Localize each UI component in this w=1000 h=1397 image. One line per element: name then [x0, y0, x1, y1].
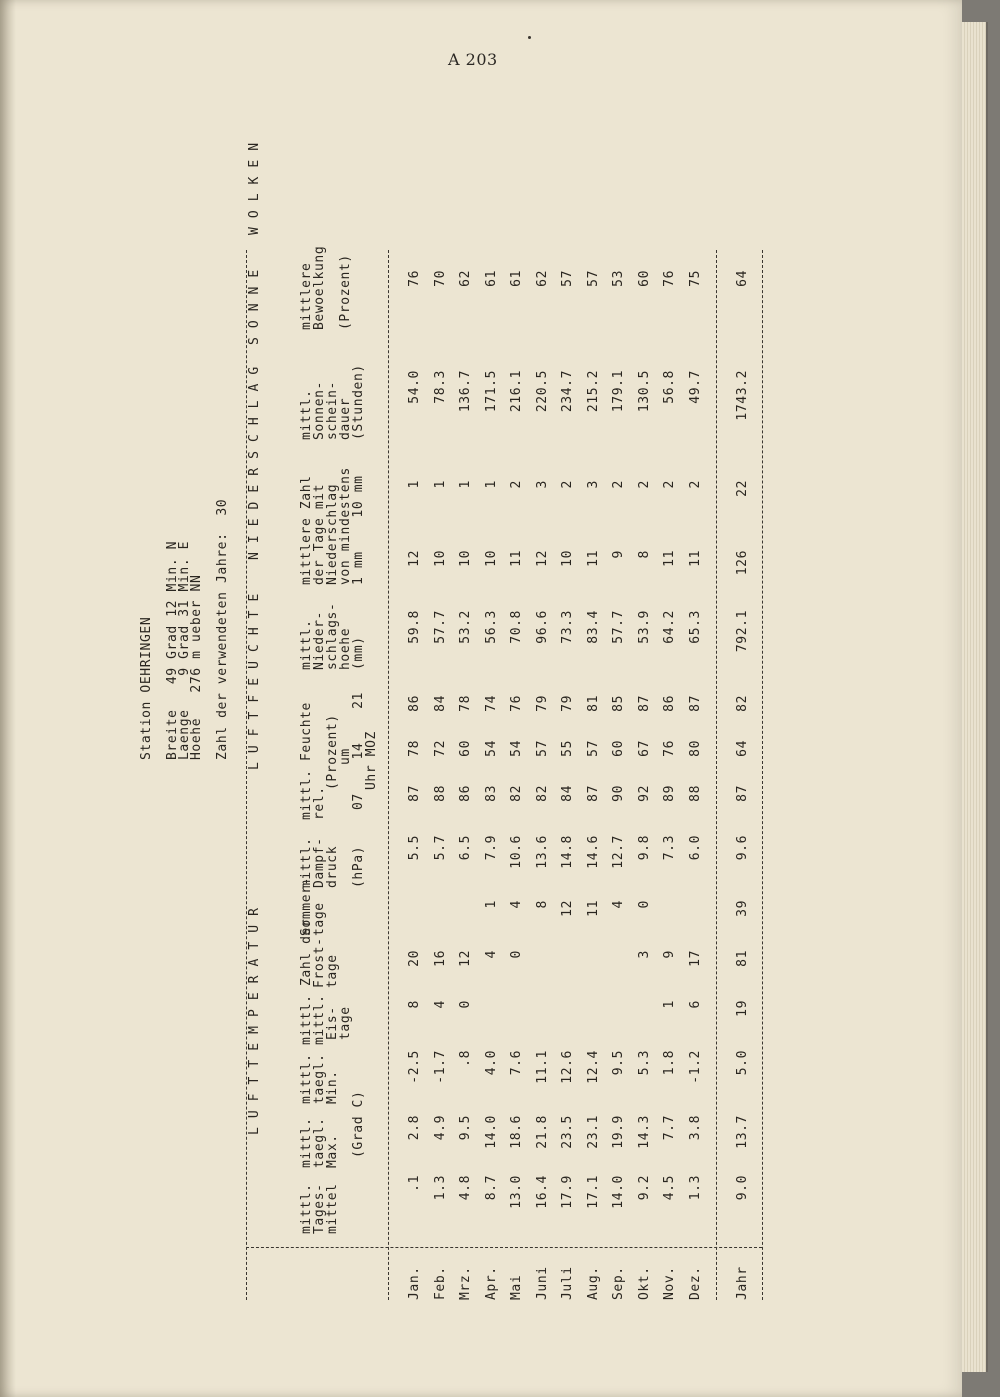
header-ice-pre: mittl.: [312, 994, 327, 1045]
row-11-rh14: 80: [687, 740, 703, 757]
row-7-sun: 215.2: [585, 370, 601, 413]
header-sunshine-line-1: Sonnen-: [312, 381, 327, 440]
row-1-cloud: 70: [432, 270, 448, 287]
row-7-d10: 3: [585, 480, 601, 489]
row-2-d1: 10: [458, 550, 473, 567]
header-precip-height-line-4: (mm): [351, 636, 366, 670]
header-sunshine-line-2: schein-: [325, 381, 340, 440]
row-6-month: Juli: [560, 1266, 575, 1300]
row-3-precip: 56.3: [483, 610, 499, 644]
header-relhum-1: rel.: [312, 786, 327, 820]
row-1-tmax: 4.9: [432, 1115, 448, 1141]
row-3-cloud: 61: [483, 270, 499, 287]
header-clouds-line-0: mittlere: [299, 262, 314, 330]
row-4-tmean: 13.0: [509, 1175, 524, 1209]
header-precip-days-line-3: von mindestens: [338, 467, 353, 585]
row-11-sun: 49.7: [687, 370, 703, 404]
row-4-tmax: 18.6: [509, 1115, 524, 1149]
row-5-rh07: 82: [534, 785, 550, 802]
row-5-summer: 8: [534, 900, 550, 909]
row-7-rh07: 87: [585, 785, 601, 802]
row-11-tmax: 3.8: [687, 1115, 703, 1141]
row-0-cloud: 76: [407, 270, 422, 287]
row-9-month: Okt.: [636, 1266, 652, 1300]
row-4-d10: 2: [509, 480, 524, 489]
row-10-rh21: 86: [662, 695, 677, 712]
row-6-rh07: 84: [560, 785, 575, 802]
row-10-vapor: 7.3: [662, 835, 677, 861]
year-frost: 81: [735, 950, 750, 967]
row-10-ice: 1: [662, 1000, 677, 1009]
row-9-rh07: 92: [636, 785, 652, 802]
row-7-month: Aug.: [585, 1266, 601, 1300]
row-8-precip: 57.7: [611, 610, 626, 644]
row-9-precip: 53.9: [636, 610, 652, 644]
row-2-tmean: 4.8: [458, 1175, 473, 1201]
header-tagesmittel-line-0: mittl.: [299, 1183, 314, 1234]
row-5-tmean: 16.4: [534, 1175, 550, 1209]
row-0-frost: 20: [407, 950, 422, 967]
row-10-rh07: 89: [662, 785, 677, 802]
header-precip-height-line-1: Nieder-: [312, 611, 327, 670]
station-title: Station OEHRINGEN: [139, 616, 154, 760]
header-frost-line-0: Frost-: [312, 937, 327, 988]
climate-table-rotated: [130, 100, 930, 1300]
header-vapor-line-0: mittl.: [299, 837, 314, 888]
row-0-tmin: -2.5: [407, 1050, 422, 1084]
row-11-precip: 65.3: [687, 610, 703, 644]
header-rule-bottom: [388, 250, 389, 1300]
row-4-d1: 11: [509, 550, 524, 567]
row-8-tmax: 19.9: [611, 1115, 626, 1149]
row-3-rh21: 74: [483, 695, 499, 712]
header-precip-days-line-1: der Tage mit: [312, 483, 327, 585]
row-8-tmean: 14.0: [611, 1175, 626, 1209]
row-11-d1: 11: [687, 550, 703, 567]
header-precip-days-line-4: 1 mm 10 mm: [351, 475, 366, 585]
row-9-rh14: 67: [636, 740, 652, 757]
row-6-cloud: 57: [560, 270, 575, 287]
row-3-frost: 4: [483, 950, 499, 959]
row-11-month: Dez.: [687, 1266, 703, 1300]
row-3-month: Apr.: [483, 1266, 499, 1300]
row-1-vapor: 5.7: [432, 835, 448, 861]
row-11-vapor: 6.0: [687, 835, 703, 861]
year-summer: 39: [735, 900, 750, 917]
row-5-month: Juni: [534, 1266, 550, 1300]
row-10-month: Nov.: [662, 1266, 677, 1300]
station-latitude: Breite 49 Grad 12 Min. N: [165, 540, 180, 760]
row-4-rh07: 82: [509, 785, 524, 802]
row-0-precip: 59.8: [407, 610, 422, 644]
row-2-cloud: 62: [458, 270, 473, 287]
header-precip-height-line-2: schlags-: [325, 602, 340, 670]
row-2-frost: 12: [458, 950, 473, 967]
year-cloud: 64: [735, 270, 750, 287]
header-ice-line-0: Eis-: [325, 1006, 340, 1040]
row-1-precip: 57.7: [432, 610, 448, 644]
row-8-month: Sep.: [611, 1266, 626, 1300]
row-7-rh14: 57: [585, 740, 601, 757]
row-6-rh14: 55: [560, 740, 575, 757]
row-8-vapor: 12.7: [611, 835, 626, 869]
row-11-tmean: 1.3: [687, 1175, 703, 1201]
row-6-precip: 73.3: [560, 610, 575, 644]
row-0-rh07: 87: [407, 785, 422, 802]
row-9-tmean: 9.2: [636, 1175, 652, 1201]
header-days-top: mittl. Zahl der: [299, 918, 314, 1045]
header-vapor-line-2: druck: [325, 845, 340, 888]
row-0-ice: 8: [407, 1000, 422, 1009]
group-precipitation: N I E D E R S C H L A G: [247, 366, 262, 560]
row-3-sun: 171.5: [483, 370, 499, 413]
row-11-d10: 2: [687, 480, 703, 489]
row-0-month: Jan.: [407, 1266, 422, 1300]
header-precip-height-line-3: hoehe: [338, 627, 353, 670]
row-5-rh21: 79: [534, 695, 550, 712]
row-8-rh07: 90: [611, 785, 626, 802]
label-column-rule: [246, 1247, 762, 1248]
year-tmean: 9.0: [735, 1175, 750, 1201]
header-precip-days-line-2: Niederschlag: [325, 483, 340, 585]
row-0-rh21: 86: [407, 695, 422, 712]
row-7-tmin: 12.4: [585, 1050, 601, 1084]
row-6-vapor: 14.8: [560, 835, 575, 869]
row-3-vapor: 7.9: [483, 835, 499, 861]
header-rule-top: [246, 250, 247, 1300]
header-precip-days-line-0: mittlere Zahl: [299, 475, 314, 585]
row-0-tmax: 2.8: [407, 1115, 422, 1141]
row-3-rh07: 83: [483, 785, 499, 802]
header-tmin-line-1: taegl.: [312, 1053, 327, 1104]
header-vapor-line-4: (hPa): [351, 845, 366, 888]
row-0-tmean: .1: [407, 1175, 422, 1192]
row-9-sun: 130.5: [636, 370, 652, 413]
header-summer-line-0: Sommer-: [299, 877, 314, 936]
row-10-cloud: 76: [662, 270, 677, 287]
row-11-tmin: -1.2: [687, 1050, 703, 1084]
header-tmin-line-2: Min.: [325, 1070, 340, 1104]
group-temperature: L U F T T E M P E R A T U R: [247, 907, 262, 1135]
header-relhum-4: 07 14 21: [351, 692, 366, 810]
year-tmin: 5.0: [735, 1050, 750, 1076]
row-9-vapor: 9.8: [636, 835, 652, 861]
row-11-rh21: 87: [687, 695, 703, 712]
row-7-tmean: 17.1: [585, 1175, 601, 1209]
row-3-d10: 1: [483, 480, 499, 489]
row-4-tmin: 7.6: [509, 1050, 524, 1076]
row-10-tmax: 7.7: [662, 1115, 677, 1141]
row-2-rh07: 86: [458, 785, 473, 802]
year-rh14: 64: [735, 740, 750, 757]
row-6-tmean: 17.9: [560, 1175, 575, 1209]
row-4-precip: 70.8: [509, 610, 524, 644]
row-5-d1: 12: [534, 550, 550, 567]
row-9-rh21: 87: [636, 695, 652, 712]
row-11-frost: 17: [687, 950, 703, 967]
header-tmin-line-0: mittl.: [299, 1053, 314, 1104]
header-precip-height-line-0: mittl.: [299, 619, 314, 670]
year-label: Jahr: [735, 1266, 750, 1300]
year-vapor: 9.6: [735, 835, 750, 861]
row-4-rh21: 76: [509, 695, 524, 712]
row-1-tmin: -1.7: [432, 1050, 448, 1084]
year-rule-top: [716, 250, 717, 1300]
row-10-d10: 2: [662, 480, 677, 489]
row-6-tmax: 23.5: [560, 1115, 575, 1149]
row-2-month: Mrz.: [458, 1266, 473, 1300]
row-0-sun: 54.0: [407, 370, 422, 404]
row-0-d10: 1: [407, 480, 422, 489]
row-2-rh14: 60: [458, 740, 473, 757]
row-6-tmin: 12.6: [560, 1050, 575, 1084]
row-9-d10: 2: [636, 480, 652, 489]
row-2-d10: 1: [458, 480, 473, 489]
station-longitude: Laenge 9 Grad 31 Min. E: [177, 540, 192, 760]
row-4-vapor: 10.6: [509, 835, 524, 869]
row-7-rh21: 81: [585, 695, 601, 712]
row-7-vapor: 14.6: [585, 835, 601, 869]
row-6-d10: 2: [560, 480, 575, 489]
year-rh21: 82: [735, 695, 750, 712]
row-5-d10: 3: [534, 480, 550, 489]
row-2-tmax: 9.5: [458, 1115, 473, 1141]
row-3-summer: 1: [483, 900, 499, 909]
row-9-d1: 8: [636, 550, 652, 559]
binding-shadow: [0, 0, 16, 1397]
row-7-summer: 11: [585, 900, 601, 917]
row-1-d1: 10: [432, 550, 448, 567]
row-5-precip: 96.6: [534, 610, 550, 644]
row-2-rh21: 78: [458, 695, 473, 712]
year-ice: 19: [735, 1000, 750, 1017]
row-5-sun: 220.5: [534, 370, 550, 413]
row-3-rh14: 54: [483, 740, 499, 757]
year-d1: 126: [735, 550, 750, 576]
row-2-precip: 53.2: [458, 610, 473, 644]
row-6-summer: 12: [560, 900, 575, 917]
row-5-tmin: 11.1: [534, 1050, 550, 1084]
row-7-cloud: 57: [585, 270, 601, 287]
header-relhum-2: (Prozent): [325, 714, 340, 790]
header-tagesmittel-line-2: mittel: [325, 1183, 340, 1234]
header-sunshine-line-4: (Stunden): [351, 364, 366, 440]
header-tmax-line-2: Max.: [325, 1134, 340, 1168]
row-1-frost: 16: [432, 950, 448, 967]
year-tmax: 13.7: [735, 1115, 750, 1149]
row-7-precip: 83.4: [585, 610, 601, 644]
row-2-vapor: 6.5: [458, 835, 473, 861]
row-3-tmin: 4.0: [483, 1050, 499, 1076]
row-11-cloud: 75: [687, 270, 703, 287]
row-8-d1: 9: [611, 550, 626, 559]
row-1-rh14: 72: [432, 740, 448, 757]
header-relhum-0: mittl. Feuchte: [299, 702, 314, 820]
row-10-precip: 64.2: [662, 610, 677, 644]
year-rule-bottom: [762, 250, 763, 1300]
header-summer-line-1: tage: [312, 902, 327, 936]
header-relhum-3: um: [338, 748, 353, 765]
row-7-tmax: 23.1: [585, 1115, 601, 1149]
row-6-sun: 234.7: [560, 370, 575, 413]
row-1-rh07: 88: [432, 785, 448, 802]
year-sun: 1743.2: [735, 370, 750, 421]
row-0-vapor: 5.5: [407, 835, 422, 861]
row-10-rh14: 76: [662, 740, 677, 757]
row-5-rh14: 57: [534, 740, 550, 757]
row-2-tmin: .8: [458, 1050, 473, 1067]
row-9-tmax: 14.3: [636, 1115, 652, 1149]
row-1-month: Feb.: [432, 1266, 448, 1300]
row-1-tmean: 1.3: [432, 1175, 448, 1201]
header-sunshine-line-0: mittl.: [299, 389, 314, 440]
row-6-rh21: 79: [560, 695, 575, 712]
page-stack-edge: [962, 22, 988, 1372]
row-11-rh07: 88: [687, 785, 703, 802]
row-3-tmean: 8.7: [483, 1175, 499, 1201]
page-number: A 203: [448, 50, 498, 69]
row-4-rh14: 54: [509, 740, 524, 757]
header-clouds-line-1: Bewoelkung: [312, 245, 327, 330]
header-tmax-line-1: taegl.: [312, 1117, 327, 1168]
row-4-cloud: 61: [509, 270, 524, 287]
row-4-summer: 4: [509, 900, 524, 909]
row-2-sun: 136.7: [458, 370, 473, 413]
header-sunshine-line-3: dauer: [338, 397, 353, 440]
row-0-rh14: 78: [407, 740, 422, 757]
row-0-d1: 12: [407, 550, 422, 567]
row-8-rh21: 85: [611, 695, 626, 712]
group-humidity: L U F T F E U C H T E: [247, 593, 262, 770]
year-d10: 22: [735, 480, 750, 497]
row-10-tmean: 4.5: [662, 1175, 677, 1201]
header-vapor-line-1: Dampf-: [312, 837, 327, 888]
station-altitude: Hoehe 276 m ueber NN: [189, 574, 204, 760]
year-precip: 792.1: [735, 610, 750, 653]
row-9-summer: 0: [636, 900, 652, 909]
year-rh07: 87: [735, 785, 750, 802]
group-sunshine: S O N N E: [247, 269, 262, 345]
row-8-cloud: 53: [611, 270, 626, 287]
row-4-month: Mai: [509, 1274, 524, 1300]
row-3-d1: 10: [483, 550, 499, 567]
row-8-d10: 2: [611, 480, 626, 489]
header-unit-grad: (Grad C): [351, 1090, 366, 1158]
row-5-vapor: 13.6: [534, 835, 550, 869]
row-1-sun: 78.3: [432, 370, 448, 404]
row-2-ice: 0: [458, 1000, 473, 1009]
row-3-tmax: 14.0: [483, 1115, 499, 1149]
header-clouds-line-3: (Prozent): [338, 254, 353, 330]
row-10-frost: 9: [662, 950, 677, 959]
row-4-frost: 0: [509, 950, 524, 959]
row-7-d1: 11: [585, 550, 601, 567]
row-1-rh21: 84: [432, 695, 448, 712]
header-tmax-line-0: mittl.: [299, 1117, 314, 1168]
row-5-cloud: 62: [534, 270, 550, 287]
row-1-ice: 4: [432, 1000, 448, 1009]
row-5-tmax: 21.8: [534, 1115, 550, 1149]
row-10-d1: 11: [662, 550, 677, 567]
row-10-sun: 56.8: [662, 370, 677, 404]
row-8-sun: 179.1: [611, 370, 626, 413]
header-tagesmittel-line-1: Tages-: [312, 1183, 327, 1234]
row-4-sun: 216.1: [509, 370, 524, 413]
row-10-tmin: 1.8: [662, 1050, 677, 1076]
row-8-tmin: 9.5: [611, 1050, 626, 1076]
ink-dot: [528, 36, 531, 39]
row-9-frost: 3: [636, 950, 652, 959]
group-clouds: W O L K E N: [247, 142, 262, 235]
row-9-tmin: 5.3: [636, 1050, 652, 1076]
header-ice-line-1: tage: [338, 1006, 353, 1040]
station-years: Zahl der verwendeten Jahre: 30: [215, 498, 230, 760]
row-8-summer: 4: [611, 900, 626, 909]
row-11-ice: 6: [687, 1000, 703, 1009]
row-9-cloud: 60: [636, 270, 652, 287]
header-relhum-5: Uhr MOZ: [364, 731, 379, 790]
row-8-rh14: 60: [611, 740, 626, 757]
header-frost-line-1: tage: [325, 954, 340, 988]
row-6-d1: 10: [560, 550, 575, 567]
row-1-d10: 1: [432, 480, 448, 489]
